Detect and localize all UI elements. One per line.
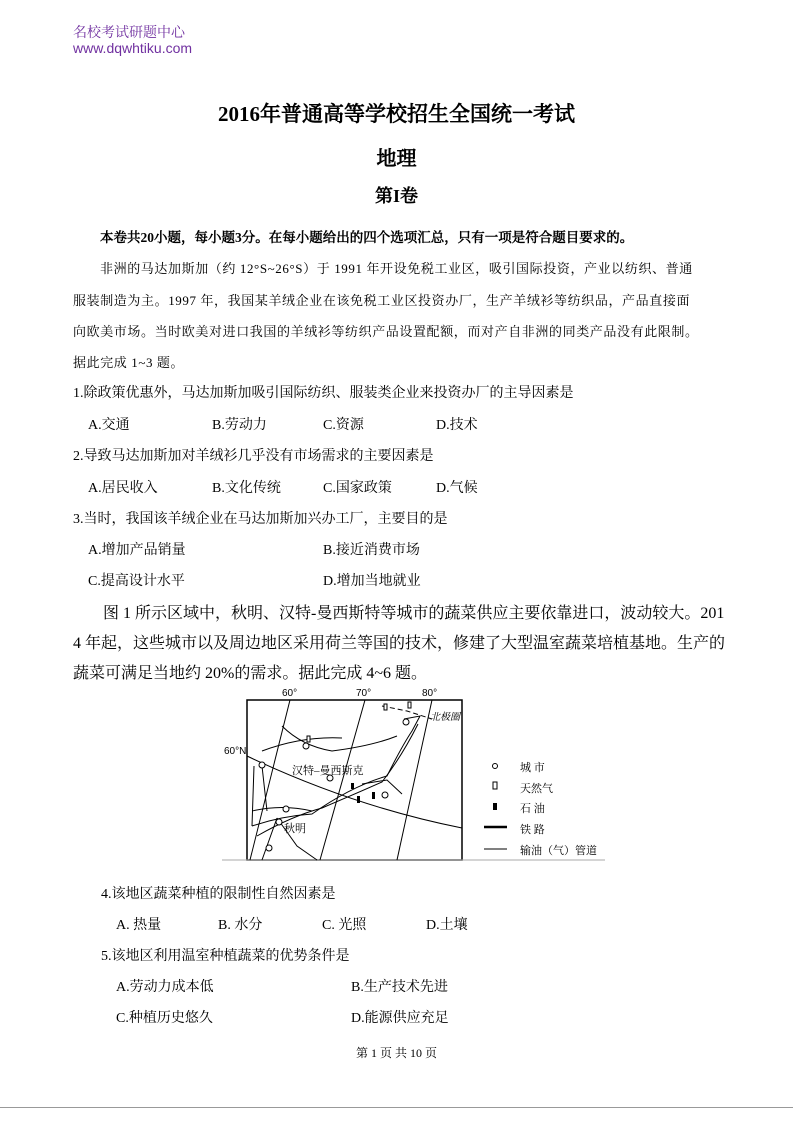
legend-city: 城 市 xyxy=(520,762,545,774)
q2-option-d: D.气候 xyxy=(436,481,478,496)
legend-oil-icon xyxy=(493,803,497,810)
question-3-stem: 3.当时，我国该羊绒企业在马达加斯加兴办工厂，主要目的是 xyxy=(73,512,448,527)
passage1-line: 据此完成 1~3 题。 xyxy=(73,355,185,370)
q4-option-a: A. 热量 xyxy=(116,918,162,933)
q2-option-b: B.文化传统 xyxy=(212,481,281,496)
q1-option-a: A.交通 xyxy=(88,418,130,433)
volume-title: 第I卷 xyxy=(374,186,418,206)
passage2-line: 蔬菜可满足当地约 20%的需求。据此完成 4~6 题。 xyxy=(73,665,427,682)
lon-label-70: 70° xyxy=(356,688,372,699)
instructions: 本卷共20小题，每小题3分。在每小题给出的四个选项汇总，只有一项是符合题目要求的。 xyxy=(100,230,634,245)
q5-option-d: D.能源供应充足 xyxy=(351,1011,449,1026)
page-footer: 第 1 页 共 10 页 xyxy=(355,1046,437,1060)
legend-oil: 石 油 xyxy=(520,803,545,815)
arctic-circle-label: 北极圈 xyxy=(430,712,460,723)
passage1-line: 向欧美市场。当时欧美对进口我国的羊绒衫等纺织产品设置配额，而对产自非洲的同类产品没有此限制。 xyxy=(73,324,699,339)
map-figure xyxy=(222,686,605,862)
map-drawing xyxy=(222,686,605,862)
passage1-line: 非洲的马达加斯加（约 12°S~26°S）于 1991 年开设免税工业区，吸引国际投资，产业以纺织、普通 xyxy=(100,261,693,276)
legend-gas: 天然气 xyxy=(520,783,553,795)
city-label-tyumen: 秋明 xyxy=(284,823,306,835)
legend-railway: 铁 路 xyxy=(520,824,545,836)
watermark-name: 名校考试研题中心 xyxy=(73,24,185,40)
q2-option-c: C.国家政策 xyxy=(323,481,392,496)
q2-option-a: A.居民收入 xyxy=(88,481,158,496)
q3-option-c: C.提高设计水平 xyxy=(88,574,185,589)
q5-option-b: B.生产技术先进 xyxy=(351,980,448,995)
q5-option-c: C.种植历史悠久 xyxy=(116,1011,213,1026)
lat-label-60n: 60°N xyxy=(224,746,247,757)
passage2-line: 4 年起，这些城市以及周边地区采用荷兰等国的技术，修建了大型温室蔬菜培植基地。生产的 xyxy=(73,635,726,652)
q3-option-d: D.增加当地就业 xyxy=(323,574,421,589)
q1-option-d: D.技术 xyxy=(436,418,478,433)
q5-option-a: A.劳动力成本低 xyxy=(116,980,214,995)
legend-pipeline: 输油（气）管道 xyxy=(520,845,597,857)
legend-city-icon xyxy=(493,764,498,769)
q1-option-b: B.劳动力 xyxy=(212,418,267,433)
watermark-url[interactable]: www.dqwhtiku.com xyxy=(73,40,193,56)
q4-option-d: D.土壤 xyxy=(426,918,468,933)
q1-option-c: C.资源 xyxy=(323,418,364,433)
lon-label-60: 60° xyxy=(282,688,298,699)
exam-title: 2016年普通高等学校招生全国统一考试 xyxy=(218,102,575,126)
page-bottom-divider xyxy=(0,1107,793,1108)
passage2-line: 图 1 所示区域中，秋明、汉特-曼西斯特等城市的蔬菜供应主要依靠进口，波动较大。201 xyxy=(103,605,725,622)
legend-gas-icon xyxy=(493,782,497,789)
subject-title: 地理 xyxy=(376,148,417,170)
passage1-line: 服装制造为主。1997 年，我国某羊绒企业在该免税工业区投资办厂，生产羊绒衫等纺织品，产品直接面 xyxy=(73,293,691,308)
question-5-stem: 5.该地区利用温室种植蔬菜的优势条件是 xyxy=(101,949,350,964)
city-label-khanty: 汉特–曼西斯克 xyxy=(292,765,364,777)
question-2-stem: 2.导致马达加斯加对羊绒衫几乎没有市场需求的主要因素是 xyxy=(73,449,434,464)
q3-option-b: B.接近消费市场 xyxy=(323,543,420,558)
q4-option-c: C. 光照 xyxy=(322,918,367,933)
q4-option-b: B. 水分 xyxy=(218,918,263,933)
lon-label-80: 80° xyxy=(422,688,438,699)
question-1-stem: 1.除政策优惠外，马达加斯加吸引国际纺织、服装类企业来投资办厂的主导因素是 xyxy=(73,386,574,401)
q3-option-a: A.增加产品销量 xyxy=(88,543,186,558)
question-4-stem: 4.该地区蔬菜种植的限制性自然因素是 xyxy=(101,887,336,902)
